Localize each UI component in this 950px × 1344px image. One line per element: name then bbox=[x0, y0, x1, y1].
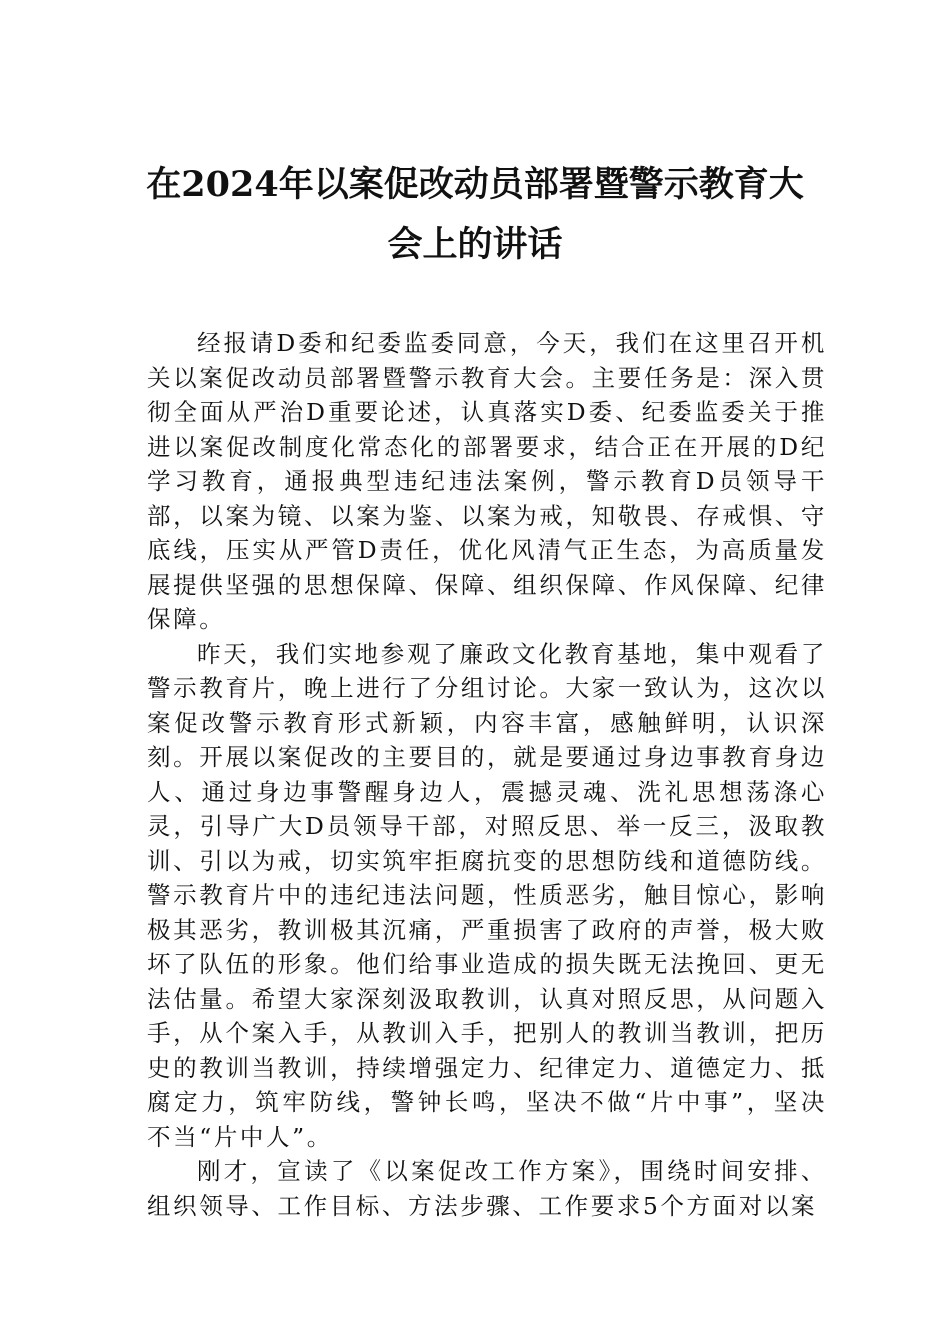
paragraph: 刚才，宣读了《以案促改工作方案》，围绕时间安排、组织领导、工作目标、方法步骤、工作要求5个方面对以案 bbox=[147, 1157, 827, 1220]
title-line-1: 在2024年以案促改动员部署暨警示教育大 bbox=[146, 164, 804, 205]
document-body bbox=[147, 326, 827, 1223]
paragraph: 经报请D委和纪委监委同意，今天，我们在这里召开机关以案促改动员部署暨警示教育大会。主要任务是：深入贯彻全面从严治D重要论述，认真落实D委、纪委监委关于推进以案促改制度化常态化的部署要求，结合正在开展的D纪学习教育，通报典型违纪违法案例，警示教育D员领导干部，以案为镜、以案为鉴、以案为戒，知敬畏、存戒惧、守底线，压实从严管D责任，优化风清气正生态，为高质量发展提供坚强的思想保障、保障、组织保障、作风保障、纪律保障。 bbox=[147, 329, 827, 633]
page-title bbox=[140, 155, 810, 275]
title-line-2: 会上的讲话 bbox=[387, 224, 563, 265]
paragraph: 昨天，我们实地参观了廉政文化教育基地，集中观看了警示教育片，晚上进行了分组讨论。大家一致认为，这次以案促改警示教育形式新颖，内容丰富，感触鲜明，认识深刻。开展以案促改的主要目的，就是要通过身边事教育身边人、通过身边事警醒身边人，震撼灵魂、洗礼思想荡涤心灵，引导广大D员领导干部，对照反思、举一反三，汲取教训、引以为戒，切实筑牢拒腐抗变的思想防线和道德防线。警示教育片中的违纪违法问题，性质恶劣，触目惊心，影响极其恶劣，教训极其沉痛，严重损害了政府的声誉，极大败坏了队伍的形象。他们给事业造成的损失既无法挽回、更无法估量。希望大家深刻汲取教训，认真对照反思，从问题入手，从个案入手，从教训入手，把别人的教训当教训，把历史的教训当教训，持续增强定力、纪律定力、道德定力、抵腐定力，筑牢防线，警钟长鸣，坚决不做“片中事”，坚决不当“片中人”。 bbox=[147, 639, 827, 1151]
